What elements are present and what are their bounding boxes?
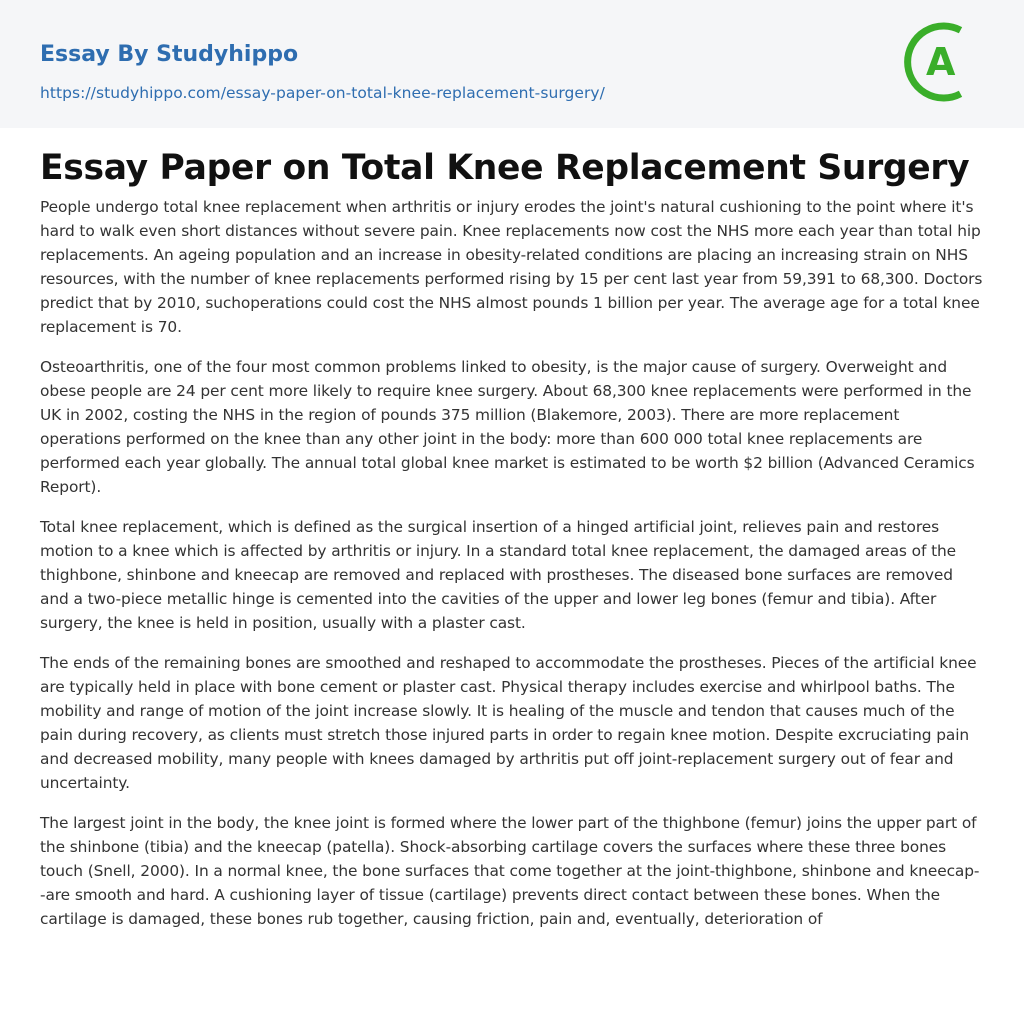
studyhippo-logo-icon[interactable] [900,20,984,104]
article-title: Essay Paper on Total Knee Replacement Surgery [40,148,970,188]
article-body [0,128,1024,931]
article-paragraph: Osteoarthritis, one of the four most common problems linked to obesity, is the major cause of surgery. Overweight and obese people are 24 per cent more likely to require knee surgery. About 68,300 knee replacements were performed in the UK in 2002, costing the NHS in the region of pounds 375 million (Blakemore, 2003). There are more replacement operations performed on the knee than any other joint in the body: more than 600 000 total knee replacements are performed each year globally. The annual total global knee market is estimated to be worth $2 billion (Advanced Ceramics Report). [40,358,975,496]
logo-letter: A [926,40,956,84]
article-paragraph: Total knee replacement, which is defined as the surgical insertion of a hinged artificial joint, relieves pain and restores motion to a knee which is affected by arthritis or injury. In a standard total knee replacement, the damaged areas of the thighbone, shinbone and kneecap are removed and replaced with prostheses. The diseased bone surfaces are removed and a two-piece metallic hinge is cemented into the cavities of the upper and lower leg bones (femur and tibia). After surgery, the knee is held in position, usually with a plaster cast. [40,518,957,632]
article-url-link[interactable]: https://studyhippo.com/essay-paper-on-total-knee-replacement-surgery/ [40,84,605,102]
site-header [0,0,1024,128]
article-paragraph: The ends of the remaining bones are smoothed and reshaped to accommodate the prostheses. Pieces of the artificial knee are typically held in place with bone cement or plaster cast. Physical therapy includes exercise and whirlpool baths. The mobility and range of motion of the joint increase slowly. It is healing of the muscle and tendon that causes much of the pain during recovery, as clients must stretch those injured parts in order to regain knee motion. Despite excruciating pain and decreased mobility, many people with knees damaged by arthritis put off joint-replacement surgery out of fear and uncertainty. [40,654,977,792]
article-paragraph: People undergo total knee replacement when arthritis or injury erodes the joint's natural cushioning to the point where it's hard to walk even short distances without severe pain. Knee replacements now cost the NHS more each year than total hip replacements. An ageing population and an increase in obesity-related conditions are placing an increasing strain on NHS resources, with the number of knee replacements performed rising by 15 per cent last year from 59,391 to 68,300. Doctors predict that by 2010, suchoperations could cost the NHS almost pounds 1 billion per year. The average age for a total knee replacement is 70. [40,198,983,336]
site-brand[interactable]: Essay By Studyhippo [40,42,299,67]
article-paragraph: The largest joint in the body, the knee joint is formed where the lower part of the thighbone (femur) joins the upper part of the shinbone (tibia) and the kneecap (patella). Shock-absorbing cartilage covers the surfaces where these three bones touch (Snell, 2000). In a normal knee, the bone surfaces that come together at the joint-thighbone, shinbone and kneecap--are smooth and hard. A cushioning layer of tissue (cartilage) prevents direct contact between these bones. When the cartilage is damaged, these bones rub together, causing friction, pain and, eventually, deterioration of [40,814,980,928]
